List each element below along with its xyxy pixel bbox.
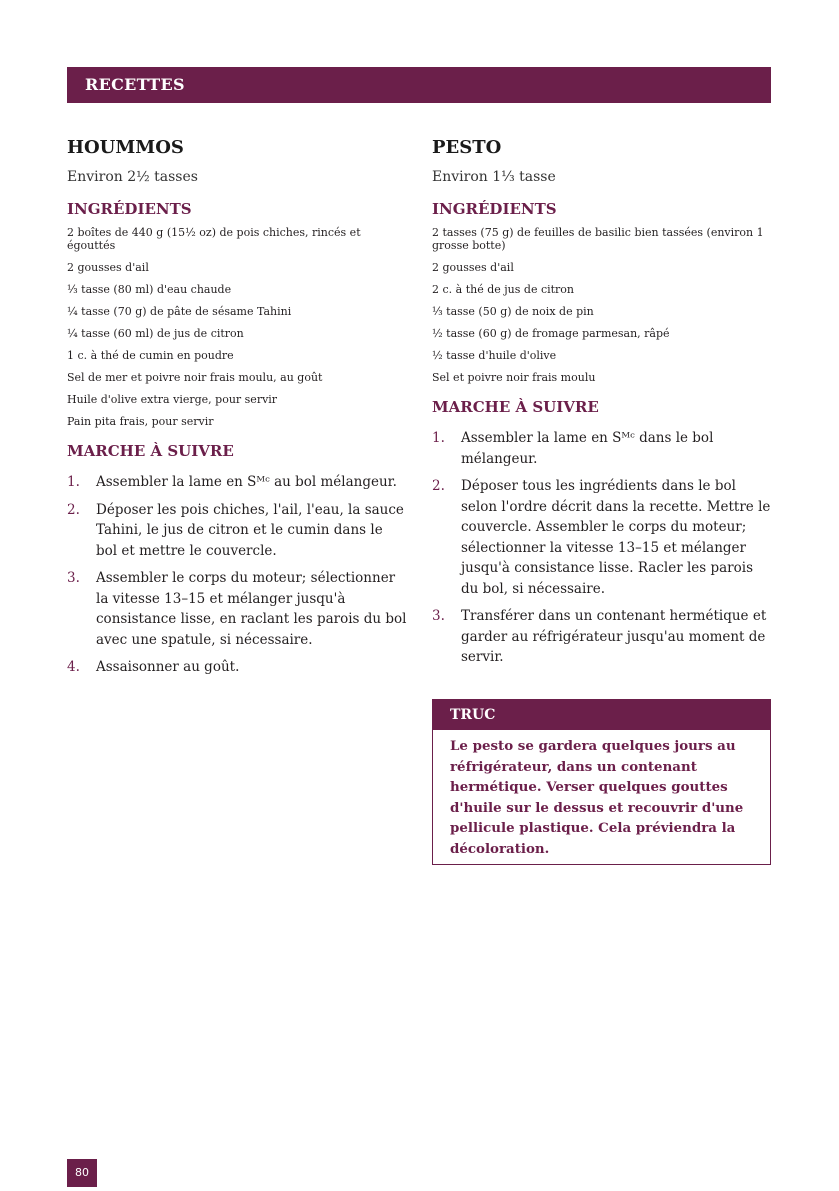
ingredient-item: ½ tasse d'huile d'olive: [432, 349, 557, 362]
step-number: 2.: [432, 478, 445, 494]
ingredient-item: 1 c. à thé de cumin en poudre: [67, 349, 234, 362]
ingredient-item: ¼ tasse (70 g) de pâte de sésame Tahini: [67, 305, 292, 318]
recipe-yield: Environ 1⅓ tasse: [432, 169, 556, 185]
method-heading: MARCHE À SUIVRE: [432, 398, 599, 416]
step-item: [432, 476, 772, 599]
ingredients-list: [67, 226, 407, 428]
recipe-title: HOUMMOS: [67, 137, 184, 158]
recipe-yield: Environ 2½ tasses: [67, 169, 198, 185]
step-item: [67, 568, 407, 650]
step-item: [67, 657, 407, 678]
ingredient-item: Sel et poivre noir frais moulu: [432, 371, 596, 384]
recipe-pesto: [432, 135, 772, 675]
ingredient-item: Huile d'olive extra vierge, pour servir: [67, 393, 278, 406]
ingredient-item: 2 gousses d'ail: [432, 261, 514, 274]
ingredients-list: [432, 226, 772, 384]
recipe-title: PESTO: [432, 137, 502, 158]
step-number: 3.: [432, 608, 445, 624]
ingredient-item: Sel de mer et poivre noir frais moulu, au goût: [67, 371, 323, 384]
step-item: [432, 606, 772, 668]
step-item: [67, 472, 407, 493]
step-text: Assembler la lame en Sᴹᶜ dans le bol mélangeur.: [461, 430, 714, 467]
ingredient-item: ⅓ tasse (50 g) de noix de pin: [432, 305, 594, 318]
tip-heading: TRUC: [433, 700, 770, 730]
method-steps: [432, 428, 772, 668]
page-number: 80: [67, 1159, 97, 1187]
method-heading: MARCHE À SUIVRE: [67, 442, 234, 460]
ingredient-item: 2 tasses (75 g) de feuilles de basilic bien tassées (environ 1 grosse botte): [432, 226, 764, 252]
ingredients-heading: INGRÉDIENTS: [432, 200, 557, 218]
step-number: 1.: [432, 430, 445, 446]
method-steps: [67, 472, 407, 678]
ingredient-item: ⅓ tasse (80 ml) d'eau chaude: [67, 283, 232, 296]
step-item: [432, 428, 772, 469]
ingredient-item: 2 c. à thé de jus de citron: [432, 283, 575, 296]
step-text: Transférer dans un contenant hermétique et garder au réfrigérateur jusqu'au moment de servir.: [461, 608, 767, 665]
ingredient-item: 2 gousses d'ail: [67, 261, 149, 274]
step-text: Assaisonner au goût.: [96, 659, 240, 675]
step-text: Déposer tous les ingrédients dans le bol selon l'ordre décrit dans la recette. Mettre le couvercle. Assembler le corps du moteur; sélectionner la vitesse 13–15 et mélanger jusqu'à consistance lisse. Racler les parois du bol, si nécessaire.: [461, 478, 771, 597]
step-text: Déposer les pois chiches, l'ail, l'eau, la sauce Tahini, le jus de citron et le cumin dans le bol et mettre le couvercle.: [96, 501, 404, 559]
ingredient-item: ¼ tasse (60 ml) de jus de citron: [67, 327, 244, 340]
ingredient-item: Pain pita frais, pour servir: [67, 415, 214, 428]
step-number: 2.: [67, 501, 80, 518]
ingredients-heading: INGRÉDIENTS: [67, 200, 192, 218]
section-header: RECETTES: [67, 67, 771, 103]
tip-text: Le pesto se gardera quelques jours au réfrigérateur, dans un contenant hermétique. Verser quelques gouttes d'huile sur le dessus et recouvrir d'une pellicule plastique. Cela préviendra la décoloration.: [450, 738, 744, 857]
step-number: 3.: [67, 570, 80, 586]
tip-box: [432, 699, 771, 865]
step-text: Assembler le corps du moteur; sélectionner la vitesse 13–15 et mélanger jusqu'à consistance lisse, en raclant les parois du bol avec une spatule, si nécessaire.: [96, 570, 407, 648]
step-number: 4.: [67, 659, 80, 675]
step-item: [67, 500, 407, 562]
step-text: Assembler la lame en Sᴹᶜ au bol mélangeur.: [96, 474, 397, 490]
recipe-hoummos: [67, 135, 407, 685]
step-number: 1.: [67, 474, 80, 490]
ingredient-item: 2 boîtes de 440 g (15½ oz) de pois chiches, rincés et égouttés: [67, 226, 361, 252]
ingredient-item: ½ tasse (60 g) de fromage parmesan, râpé: [432, 327, 670, 340]
